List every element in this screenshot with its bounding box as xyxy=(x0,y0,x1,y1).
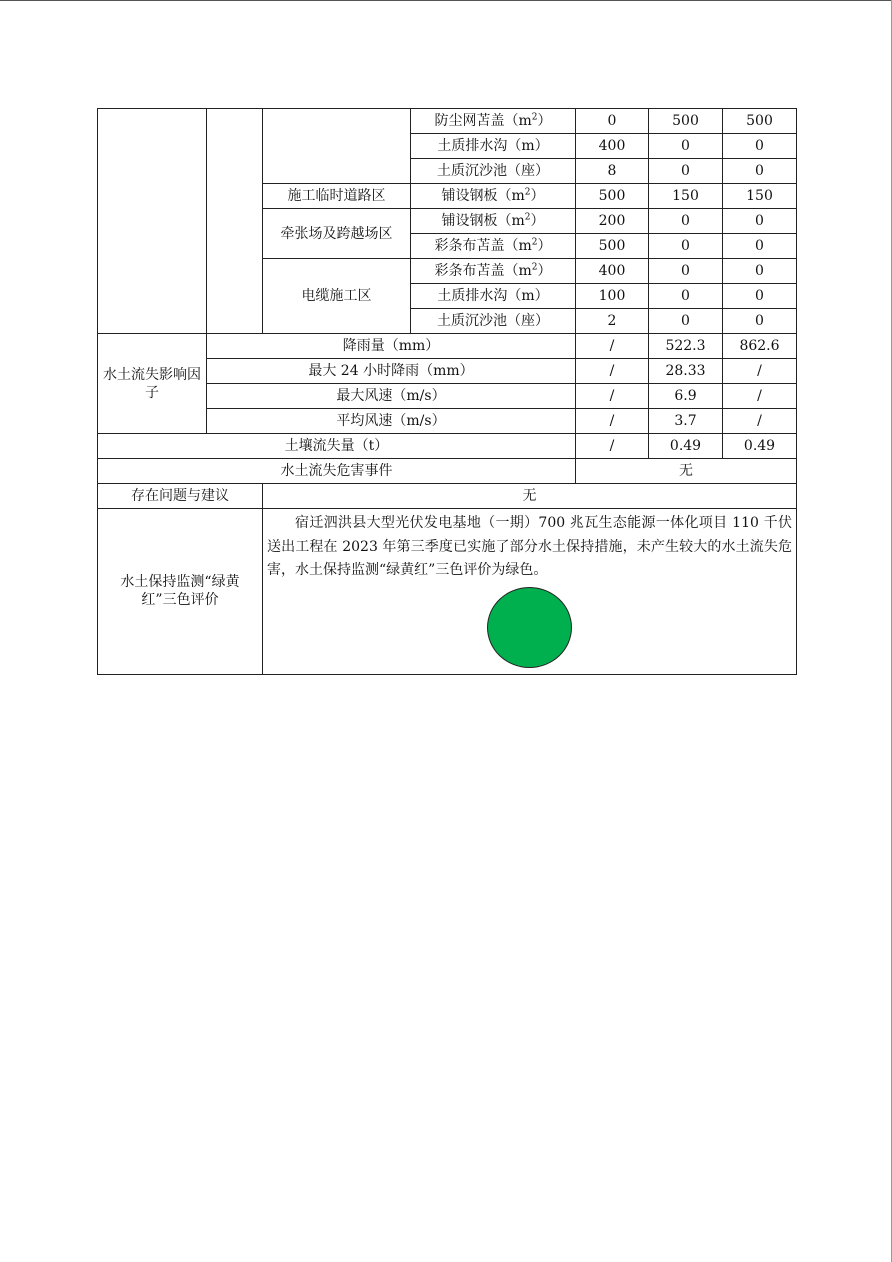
blank-category-cell xyxy=(98,109,207,334)
value-cell: 0.49 xyxy=(649,434,723,459)
measure-cell: 铺设钢板$(m^2)$ xyxy=(411,209,576,234)
value-cell: 0 xyxy=(723,259,797,284)
factor-name: 最大风速（m/s） xyxy=(207,384,576,409)
value-cell: 500 xyxy=(649,109,723,134)
value-cell: 0 xyxy=(723,234,797,259)
value-cell: 0 xyxy=(649,209,723,234)
value-cell: 522.3 xyxy=(649,334,723,359)
rating-content xyxy=(263,509,797,675)
measure-cell: 防尘网苫盖$(m^2)$ xyxy=(411,109,576,134)
area-cell: 施工临时道路区 xyxy=(263,184,411,209)
value-cell: 500 xyxy=(576,234,649,259)
table-row xyxy=(98,484,797,509)
table-row xyxy=(98,434,797,459)
measure-cell: 土质排水沟（m） xyxy=(411,284,576,309)
value-cell: / xyxy=(576,384,649,409)
factor-name: 平均风速（m/s） xyxy=(207,409,576,434)
value-cell: 400 xyxy=(576,259,649,284)
table-row xyxy=(98,509,797,675)
rating-label: 水土保持监测“绿黄红”三色评价 xyxy=(98,509,263,675)
value-cell: 150 xyxy=(649,184,723,209)
value-cell: / xyxy=(576,409,649,434)
value-cell: 3.7 xyxy=(649,409,723,434)
measure-cell: 土质沉沙池（座） xyxy=(411,159,576,184)
hazard-label: 水土流失危害事件 xyxy=(98,459,576,484)
value-cell: 500 xyxy=(723,109,797,134)
value-cell: 2 xyxy=(576,309,649,334)
value-cell: 0.49 xyxy=(723,434,797,459)
value-cell: 0 xyxy=(723,309,797,334)
value-cell: 400 xyxy=(576,134,649,159)
value-cell: 0 xyxy=(649,159,723,184)
value-cell: 0 xyxy=(723,284,797,309)
value-cell: / xyxy=(723,384,797,409)
monitoring-report-table xyxy=(97,108,797,675)
value-cell: 0 xyxy=(649,234,723,259)
value-cell: 0 xyxy=(649,284,723,309)
value-cell: 100 xyxy=(576,284,649,309)
area-cell: 电缆施工区 xyxy=(263,259,411,334)
value-cell: 0 xyxy=(576,109,649,134)
value-cell: 0 xyxy=(649,259,723,284)
table-row xyxy=(98,109,797,134)
hazard-value: 无 xyxy=(576,459,797,484)
value-cell: / xyxy=(576,434,649,459)
rating-indicator xyxy=(267,587,792,668)
issues-value: 无 xyxy=(263,484,797,509)
value-cell: / xyxy=(723,409,797,434)
measure-cell: 彩条布苫盖$(m^2)$ xyxy=(411,259,576,284)
area-cell: 牵张场及跨越场区 xyxy=(263,209,411,259)
measure-cell: 彩条布苫盖$(m^2)$ xyxy=(411,234,576,259)
soil-loss-label: 土壤流失量（t） xyxy=(98,434,576,459)
factors-label: 水土流失影响因子 xyxy=(98,334,207,434)
rating-text: 宿迁泗洪县大型光伏发电基地（一期）700 兆瓦生态能源一体化项目 110 千伏送出工程在 2023 年第三季度已实施了部分水土保持措施，未产生较大的水土流失危害，水土保持监测“绿黄红”三色评价为绿色。 xyxy=(267,515,792,578)
value-cell: 0 xyxy=(649,309,723,334)
table-row xyxy=(98,459,797,484)
issues-label: 存在问题与建议 xyxy=(98,484,263,509)
value-cell: 200 xyxy=(576,209,649,234)
value-cell: / xyxy=(576,334,649,359)
value-cell: 862.6 xyxy=(723,334,797,359)
value-cell: 6.9 xyxy=(649,384,723,409)
value-cell: / xyxy=(576,359,649,384)
measure-cell: 土质排水沟（m） xyxy=(411,134,576,159)
value-cell: 28.33 xyxy=(649,359,723,384)
blank-subcategory-cell xyxy=(207,109,263,334)
green-status-circle xyxy=(487,587,572,668)
factor-name: 降雨量（mm） xyxy=(207,334,576,359)
measure-cell: 铺设钢板$(m^2)$ xyxy=(411,184,576,209)
value-cell: 8 xyxy=(576,159,649,184)
value-cell: / xyxy=(723,359,797,384)
area-cell xyxy=(263,109,411,184)
table-row xyxy=(98,334,797,359)
value-cell: 0 xyxy=(723,209,797,234)
value-cell: 500 xyxy=(576,184,649,209)
value-cell: 0 xyxy=(649,134,723,159)
page-top-border xyxy=(0,0,892,1)
value-cell: 0 xyxy=(723,159,797,184)
value-cell: 0 xyxy=(723,134,797,159)
measure-cell: 土质沉沙池（座） xyxy=(411,309,576,334)
factor-name: 最大 24 小时降雨（mm） xyxy=(207,359,576,384)
value-cell: 150 xyxy=(723,184,797,209)
